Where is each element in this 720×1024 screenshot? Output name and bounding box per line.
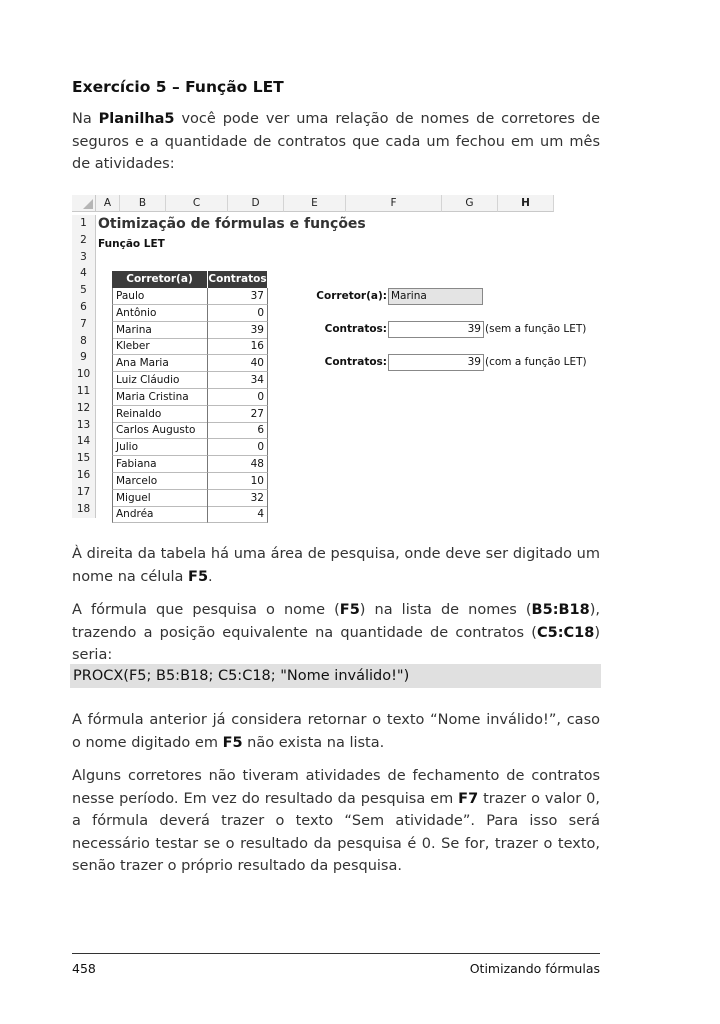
table-cell-name[interactable]: Andréa [112, 506, 208, 523]
row-header-7[interactable]: 7 [72, 316, 96, 333]
table-cell-value[interactable]: 32 [208, 490, 268, 507]
row-header-1[interactable]: 1 [72, 215, 96, 232]
paragraph-task [72, 765, 600, 878]
table-cell-name[interactable]: Julio [112, 439, 208, 456]
bold-text: F5 [188, 568, 209, 585]
table-header-corretor: Corretor(a) [112, 271, 208, 288]
text: A fórmula que pesquisa o nome ( [72, 602, 340, 618]
row-header-5[interactable]: 5 [72, 282, 96, 299]
table-cell-value[interactable]: 34 [208, 372, 268, 389]
column-header-c[interactable]: C [166, 195, 228, 212]
paragraph-formula-intro [72, 599, 600, 667]
table-cell-value[interactable]: 39 [208, 322, 268, 339]
bold-text: C5:C18 [536, 624, 595, 641]
text: ) seria: [72, 624, 600, 663]
row-header-9[interactable]: 9 [72, 349, 96, 366]
table-cell-value[interactable]: 40 [208, 355, 268, 372]
contratos-label-1: Contratos: [324, 323, 387, 335]
text: ), trazendo a posição equivalente na quantidade de contratos ( [72, 602, 600, 641]
bold-text: F5 [222, 734, 243, 751]
bold-text: Planilha5 [98, 111, 175, 127]
table-cell-name[interactable]: Luiz Cláudio [112, 372, 208, 389]
table-cell-value[interactable]: 27 [208, 406, 268, 423]
column-header-d[interactable]: D [228, 195, 284, 212]
formula-box: PROCX(F5; B5:B18; C5:C18; "Nome inválido!") [70, 664, 601, 688]
table-cell-name[interactable]: Antônio [112, 305, 208, 322]
table-cell-value[interactable]: 10 [208, 473, 268, 490]
column-header-g[interactable]: G [442, 195, 498, 212]
row-header-2[interactable]: 2 [72, 232, 96, 249]
spreadsheet-screenshot [72, 195, 598, 521]
table-cell-value[interactable]: 0 [208, 439, 268, 456]
column-header-h[interactable]: H [498, 195, 554, 212]
bold-text: B5:B18 [531, 602, 590, 618]
text: Na [72, 111, 99, 127]
contratos-result-f7: 39 [388, 321, 484, 338]
section-heading: Exercício 5 – Função LET [72, 78, 284, 96]
text: . [208, 568, 213, 585]
row-header-18[interactable]: 18 [72, 501, 96, 518]
note-com-let: (com a função LET) [485, 356, 587, 368]
table-cell-name[interactable]: Marina [112, 322, 208, 339]
row-header-16[interactable]: 16 [72, 467, 96, 484]
text: não exista na lista. [242, 734, 385, 751]
table-cell-value[interactable]: 37 [208, 288, 268, 305]
row-header-12[interactable]: 12 [72, 400, 96, 417]
bold-text: F5 [339, 602, 360, 618]
row-header-15[interactable]: 15 [72, 450, 96, 467]
row-header-13[interactable]: 13 [72, 417, 96, 434]
table-cell-name[interactable]: Kleber [112, 338, 208, 355]
text: À direita da tabela há uma área de pesquisa, onde deve ser digitado um nome na célula [72, 546, 600, 585]
table-cell-name[interactable]: Maria Cristina [112, 389, 208, 406]
paragraph-search-area [72, 543, 600, 588]
row-header-10[interactable]: 10 [72, 366, 96, 383]
table-cell-value[interactable]: 0 [208, 305, 268, 322]
table-cell-value[interactable]: 48 [208, 456, 268, 473]
text: A fórmula anterior já considera retornar o texto “Nome inválido!”, caso o nome digitado em [72, 712, 600, 751]
row-header-11[interactable]: 11 [72, 383, 96, 400]
column-header-b[interactable]: B [120, 195, 166, 212]
table-cell-value[interactable]: 4 [208, 506, 268, 523]
sheet-subtitle: Função LET [98, 238, 165, 250]
table-cell-name[interactable]: Fabiana [112, 456, 208, 473]
page-number: 458 [72, 961, 96, 976]
row-header-14[interactable]: 14 [72, 433, 96, 450]
table-cell-name[interactable]: Ana Maria [112, 355, 208, 372]
bold-text: F7 [458, 790, 479, 807]
text: trazer o valor 0, a fórmula deverá trazer o texto “Sem atividade”. Para isso será necessário testar se o resultado da pesquisa é 0. Se for, trazer o texto, senão trazer o próprio resultado da pesquisa. [72, 790, 600, 874]
table-cell-value[interactable]: 16 [208, 338, 268, 355]
sheet-title: Otimização de fórmulas e funções [98, 216, 366, 232]
row-header-6[interactable]: 6 [72, 299, 96, 316]
column-header-f[interactable]: F [346, 195, 442, 212]
table-cell-name[interactable]: Paulo [112, 288, 208, 305]
search-input-f5[interactable]: Marina [388, 288, 483, 305]
table-cell-name[interactable]: Carlos Augusto [112, 422, 208, 439]
text: você pode ver uma relação de nomes de corretores de seguros e a quantidade de contratos que cada um fechou em um mês de atividades: [72, 111, 601, 172]
row-header-17[interactable]: 17 [72, 484, 96, 501]
paragraph-formula-explain [72, 709, 600, 754]
search-label: Corretor(a): [316, 290, 387, 302]
contratos-result-f9: 39 [388, 354, 484, 371]
table-cell-name[interactable]: Reinaldo [112, 406, 208, 423]
note-sem-let: (sem a função LET) [485, 323, 587, 335]
row-header-3[interactable]: 3 [72, 249, 96, 266]
select-all-corner [72, 195, 96, 212]
intro-paragraph [72, 108, 600, 176]
running-footer: Otimizando fórmulas [469, 961, 600, 976]
text: Alguns corretores não tiveram atividades de fechamento de contratos nesse período. Em vez do resultado da pesquisa em [72, 768, 600, 807]
column-header-e[interactable]: E [284, 195, 346, 212]
table-cell-name[interactable]: Marcelo [112, 473, 208, 490]
table-cell-value[interactable]: 6 [208, 422, 268, 439]
row-header-8[interactable]: 8 [72, 333, 96, 350]
contratos-label-2: Contratos: [324, 356, 387, 368]
text: ) na lista de nomes ( [359, 602, 532, 618]
footer-rule [72, 953, 600, 954]
row-header-4[interactable]: 4 [72, 265, 96, 282]
table-header-contratos: Contratos [208, 271, 268, 288]
table-cell-name[interactable]: Miguel [112, 490, 208, 507]
table-cell-value[interactable]: 0 [208, 389, 268, 406]
column-header-a[interactable]: A [96, 195, 120, 212]
